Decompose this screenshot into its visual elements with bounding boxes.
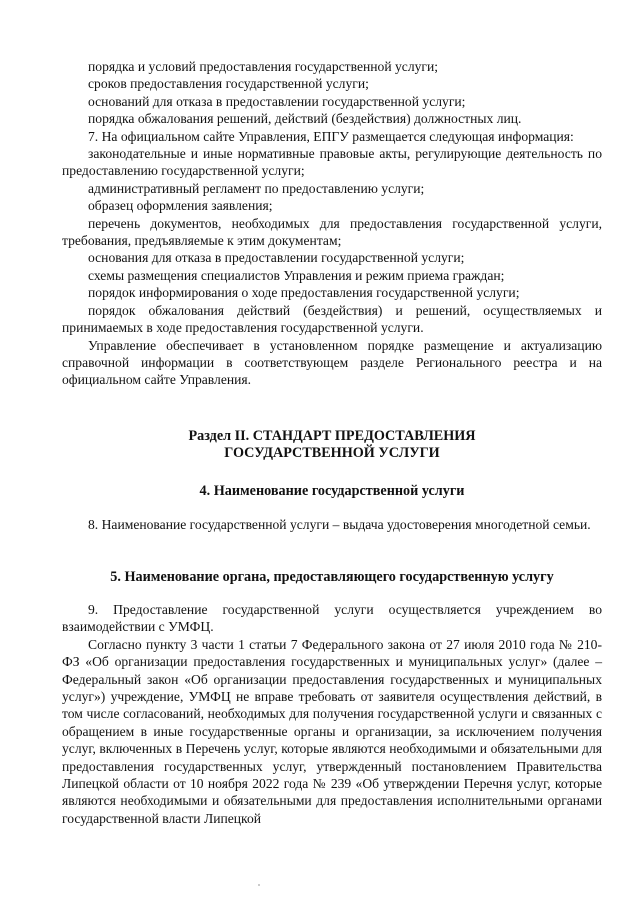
section-title-line: ГОСУДАРСТВЕННОЙ УСЛУГИ bbox=[224, 445, 440, 461]
list-item: порядка и условий предоставления государственной услуги; bbox=[88, 59, 439, 74]
scan-speck bbox=[258, 884, 260, 886]
list-item: схемы размещения специалистов Управления и режим приема граждан; bbox=[88, 267, 505, 283]
list-item: основания для отказа в предоставлении государственной услуги; bbox=[88, 250, 465, 266]
list-item: порядок обжалования действий (бездействия) и решений, осуществляемых и принимаемых в ходе предоставления государственной услуги. bbox=[62, 302, 602, 336]
paragraph-9: 9. Предоставление государственной услуги осуществляется учреждением во взаимодействии с УМФЦ. bbox=[62, 602, 602, 635]
list-item: порядок информирования о ходе предоставления государственной услуги; bbox=[88, 285, 520, 301]
list-item: оснований для отказа в предоставлении государственной услуги; bbox=[88, 93, 466, 109]
subsection-5-text bbox=[62, 601, 602, 827]
list-item: законодательные и иные нормативные правовые акты, регулирующие деятельность по предоставлению государственной услуги; bbox=[62, 146, 602, 179]
list-item: перечень документов, необходимых для предоставления государственной услуги, требования, предъявляемые к этим документам; bbox=[62, 215, 602, 249]
paragraph: Согласно пункту 3 части 1 статьи 7 Федерального закона от 27 июля 2010 года № 210-ФЗ «Об организации предоставления государственных и муниципальных услуг» (далее – Федеральный закон «Об организации предоставления государственных и муниципальных услуг») учреждение, УМФЦ не вправе требовать от заявителя осуществления действий, в том числе согласований, необходимых для получения государственной услуги и связанных с обращением в иные государственные органы и организации, за исключением получения услуг, включенных в Перечень услуг, которые являются необходимыми и обязательными для предоставления государственных услуг, утвержденный постановлением Правительства Липецкой области от 10 ноября 2022 года № 239 «Об утверждении Перечня услуг, которые являются необходимыми и обязательными для предоставления исполнительными органами государственной власти Липецкой bbox=[62, 636, 602, 826]
subsection-4-text bbox=[62, 516, 602, 533]
paragraph: Управление обеспечивает в установленном порядке размещение и актуализацию справочной информации в соответствующем разделе Регионального реестра и на официальном сайте Управления. bbox=[62, 337, 602, 388]
list-item: образец оформления заявления; bbox=[88, 198, 273, 214]
paragraph-8: 8. Наименование государственной услуги – выдача удостоверения многодетной семьи. bbox=[88, 517, 591, 532]
subsection-4-title: 4. Наименование государственной услуги bbox=[199, 483, 465, 499]
list-item: порядка обжалования решений, действий (бездействия) должностных лиц. bbox=[88, 111, 522, 127]
paragraph-7: 7. На официальном сайте Управления, ЕПГУ размещается следующая информация: bbox=[88, 128, 574, 144]
list-item: сроков предоставления государственной услуги; bbox=[88, 76, 369, 92]
subsection-5-title: 5. Наименование органа, предоставляющего государственную услугу bbox=[110, 569, 554, 585]
section-2-title bbox=[62, 428, 602, 462]
section-title-line: Раздел II. СТАНДАРТ ПРЕДОСТАВЛЕНИЯ bbox=[188, 428, 476, 444]
top-text-block bbox=[62, 58, 602, 389]
list-item: административный регламент по предоставлению услуги; bbox=[88, 180, 425, 196]
